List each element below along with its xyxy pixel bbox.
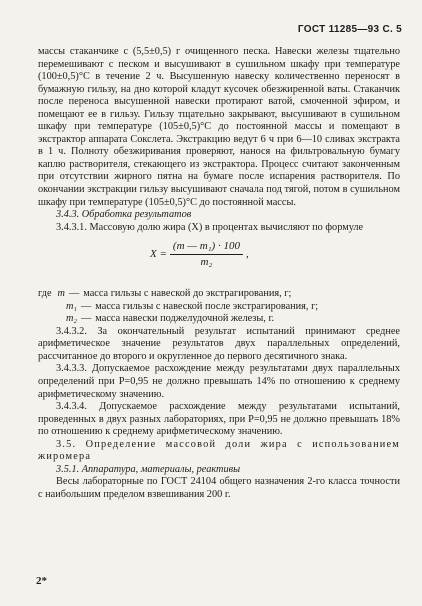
signature-mark: 2* xyxy=(36,575,47,587)
document-body xyxy=(38,46,400,502)
intro-paragraph: массы стаканчике с (5,5±0,5) г очищенного песка. Навески железы тщательно перемешивают с песком и высушивают в сушильном шкафу при температуре (100±0,5)°C в течение 2 ч. Высушенную навеску количественно переносят в бумажную гильзу, на дно которой кладут кусочек обезжиренной ваты. Стаканчик после переноса высушенной навески протирают ватой, смоченной эфиром, и помещают ее в гильзу. Гильзу тщательно закрывают, высушивают в сушильном шкафу при температуре (105±0,5)°C до постоянной массы и помещают в экстрактор аппарата Сокслета. Экстракцию ведут 6 ч при 6—10 сливах экстракта в 1 ч. Полноту обезжиривания проверяют, нанося на фильтровальную бумагу каплю растворителя, стекающего из экстрактора. Процесс считают законченным при отсутствии жирного пятна на бумаге после испарения растворителя. По окончании экстракции гильзу высушивают сначала под тягой, потом в сушильном шкафу при температуре (105±0,5)°C до постоянной массы. xyxy=(38,46,400,208)
section-3-4-3-4: 3.4.3.4. Допускаемое расхождение между результатами испытаний, проведенных в двух разных лабораториях, при P=0,95 не должно превышать 18% по отношению к среднему арифметическому значению. xyxy=(38,401,400,438)
definition-row xyxy=(38,313,400,326)
definition-symbol: m₂ xyxy=(65,313,77,325)
section-3-4-3-heading: 3.4.3. Обработка результатов xyxy=(56,209,192,221)
definition-dash: — xyxy=(81,313,92,325)
formula-fraction xyxy=(170,240,243,268)
page-header: ГОСТ 11285—93 С. 5 xyxy=(297,24,402,35)
definition-dash: — xyxy=(68,288,80,300)
formula-block xyxy=(38,238,400,284)
where-word: где xyxy=(38,288,52,300)
formula-numerator: (m — m₁) · 100 xyxy=(170,240,243,255)
section-3-4-3-3: 3.4.3.3. Допускаемое расхождение между результатами двух параллельных определений при P=0,95 не должно превышать 14% по отношению к среднему арифметическому значению. xyxy=(38,363,400,400)
section-3-4-3-2: 3.4.3.2. За окончательный результат испытаний принимают среднее арифметическое значение результатов двух параллельных определений, рассчитанное до второго и округленное до первого десятичного знака. xyxy=(38,325,400,362)
section-3-4-3-1: 3.4.3.1. Массовую долю жира (X) в процентах вычисляют по формуле xyxy=(56,221,364,233)
definition-text: масса гильзы с навеской до экстрагирования, г; xyxy=(83,288,292,300)
formula-lhs: X = xyxy=(150,247,167,260)
section-3-5-1-heading: 3.5.1. Аппаратура, материалы, реактивы xyxy=(56,463,241,475)
definition-dash: — xyxy=(81,300,92,312)
formula-tail: , xyxy=(245,247,249,260)
section-3-5-1-text: Весы лабораторные по ГОСТ 24104 общего назначения 2-го класса точности с наибольшим пределом взвешивания 200 г. xyxy=(38,476,400,500)
formula-denominator: m₂ xyxy=(200,255,213,268)
definition-text: масса гильзы с навеской после экстрагирования, г; xyxy=(95,300,319,312)
definition-text: масса навески поджелудочной железы, г. xyxy=(95,313,275,325)
definition-symbol: m xyxy=(57,288,65,300)
definition-row xyxy=(38,301,400,314)
section-3-5-heading: 3.5. Определение массовой доли жира с использованием жиромера xyxy=(38,438,400,463)
fat-formula xyxy=(150,240,249,268)
definition-symbol: m₁ xyxy=(65,300,77,312)
definition-row xyxy=(38,288,400,301)
